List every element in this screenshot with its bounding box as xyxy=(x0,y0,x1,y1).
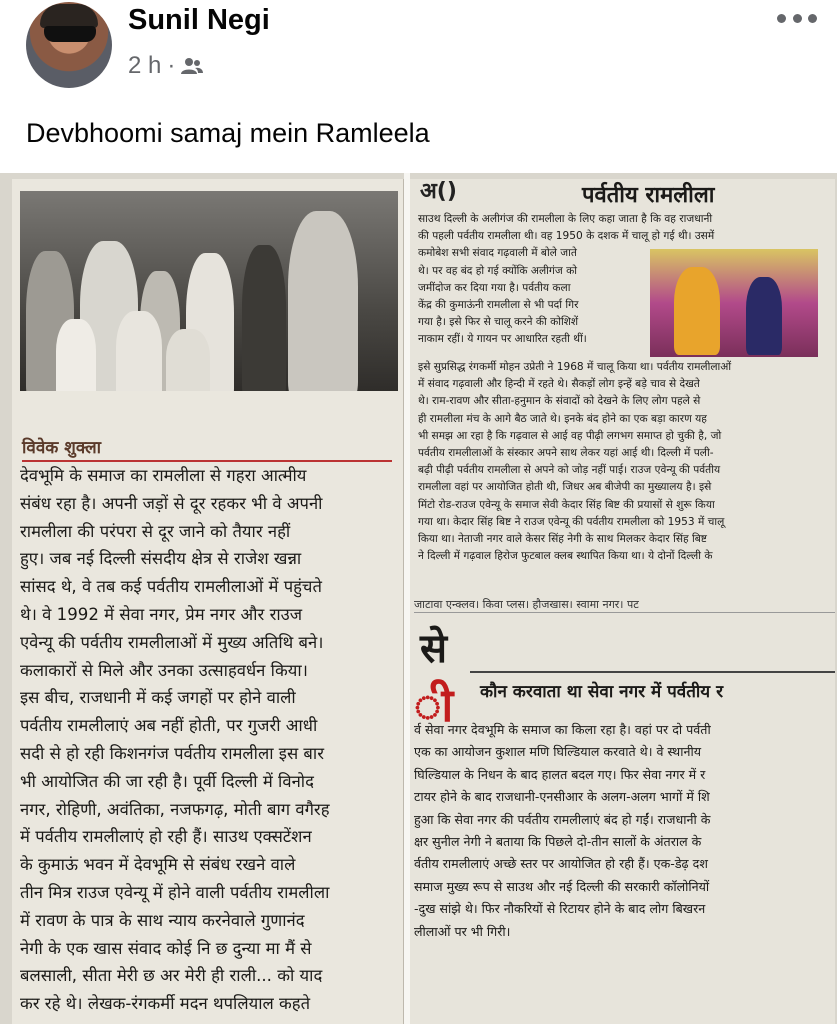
performer-figure xyxy=(746,277,782,355)
post-header xyxy=(0,0,837,100)
avatar[interactable] xyxy=(26,2,112,88)
section-title: पर्वतीय रामलीला xyxy=(582,183,715,208)
post-caption: Devbhoomi samaj mein Ramleela xyxy=(26,118,430,148)
avatar-hair xyxy=(40,4,98,28)
author-name[interactable]: Sunil Negi xyxy=(128,4,270,36)
headline-rule xyxy=(470,671,835,673)
clipping-right-column xyxy=(410,179,835,1024)
large-letter: से xyxy=(420,626,448,672)
sub-headline: कौन करवाता था सेवा नगर में पर्वतीय र xyxy=(480,682,724,702)
post-meta xyxy=(128,52,203,80)
stage-photo xyxy=(650,249,818,357)
locality-strip: जाटावा एन्क्लव। किवा प्लस। हौजखास। स्वामा नगर। पट xyxy=(414,597,835,613)
meta-dot: · xyxy=(167,52,176,79)
group-photo xyxy=(20,191,398,391)
performer-figure xyxy=(674,267,720,355)
header-fragment: अ() xyxy=(420,179,457,204)
post-time[interactable]: 2 h xyxy=(128,52,162,79)
article-body-right-middle: इसे सुप्रसिद्ध रंगकर्मी मोहन उप्रेती ने 1968 में चालू किया था। पर्वतीय रामलीलाओं में संवाद गढ़वाली और हिन्दी में रहते थे। सैकड़ों लोग इन्हें बड़े चाव से देखते थे। राम-रावण और सीता-हनुमान के संवादों को देखने के लिए लोग पहले से ही रामलीला मंच के आगे बैठ जाते थे। इनके बंद होने का एक बड़ा कारण यह भी समझ आ रहा है कि गढ़वाल से आई वह पीढ़ी लगभग समाप्त हो चुकी है, जो पर्वतीय रामलीलाओं के संस्कार अपने साथ लेकर यहां आई थी। दिल्ली में पली- बढ़ी पीढ़ी पर्वतीय रामलीला से अपने को जोड़ नहीं पाई। राउज एवेन्यू की पर्वतीय रामलीला वहां पर आयोजित होती थी, जिधर अब बीजेपी का मुख्यालय है। इसे मिंटो रोड-राउज एवेन्यू के समाज सेवी केदार सिंह बिष्ट की प्रयासों से शुरू किया गया था। केदार सिंह बिष्ट ने राउज एवेन्यू की पर्वतीय रामलीला को 1953 में चालू किया था। नेताजी नगर वाले केसर सिंह नेगी के साथ मिलकर केदार सिंह बिष्ट ने दिल्ली में गढ़वाल हिरोज फुटबाल क्लब स्थापित किया था। ये दोनों दिल्ली के xyxy=(418,361,732,563)
right-header xyxy=(410,179,835,207)
more-horizontal-icon[interactable] xyxy=(777,8,817,28)
large-red-letter: ी xyxy=(414,678,454,732)
article-byline: विवेक शुक्ला xyxy=(22,435,392,462)
article-body-right-top: साउथ दिल्ली के अलीगंज की रामलीला के लिए कहा जाता है कि वह राजधानी की पहली पर्वतीय रामलीला थी। वह 1950 के दशक में चालू हो गई थी। उसमें कमोबेश सभी संवाद गढ़वाली में बोले जाते थे। पर वह बंद हो गई क्योंकि अलीगंज को जमींदोज कर दिया गया है। पर्वतीय कला केंद्र की कुमाऊंनी रामलीला से भी पर्दा गिर गया है। इसे फिर से चालू करने की कोशिशें नाकाम रहीं। ये गायन पर आधारित रहती थीं। xyxy=(418,213,715,346)
friends-icon[interactable] xyxy=(181,57,203,75)
article-body-right-bottom: र्व सेवा नगर देवभूमि के समाज का किला रहा है। वहां पर दो पर्वती एक का आयोजन कुशाल मणि घिल्डियाल करवाते थे। वे स्थानीय घिल्डियाल के निधन के बाद हालत बदल गए। फिर सेवा नगर में र टायर होने के बाद राजधानी-एनसीआर के अलग-अलग भागों में शि हुआ कि सेवा नगर की पर्वतीय रामलीलाएं बंद हो गईं। राजधानी के क्षर सुनील नेगी ने बताया कि पिछले दो-तीन सालों के अंतराल के र्वतीय रामलीलाएं अच्छे स्तर पर आयोजित हो रही हैं। एक-डेढ़ दश समाज मुख्य रूप से साउथ और नई दिल्ली की सरकारी कॉलोनियों -दुख सांझे थे। फिर नौकरियों से रिटायर होने के बाद लोग बिखरन लीलाओं पर भी गिरी। xyxy=(414,722,711,939)
avatar-sunglasses xyxy=(44,26,96,42)
post-photo[interactable] xyxy=(0,173,837,1024)
clipping-left-column xyxy=(12,179,404,1024)
article-body-left: देवभूमि के समाज का रामलीला से गहरा आत्मीय संबंध रहा है। अपनी जड़ों से दूर रहकर भी वे अपनी रामलीला की परंपरा से दूर जाने को तैयार नहीं हुए। जब नई दिल्ली संसदीय क्षेत्र से राजेश खन्ना सांसद थे, वे तब कई पर्वतीय रामलीलाओं में पहुंचते थे। वे 1992 में सेवा नगर, प्रेम नगर और राउज एवेन्यू की पर्वतीय रामलीलाओं में मुख्य अतिथि बने। कलाकारों से मिले और उनका उत्साहवर्धन किया। इस बीच, राजधानी में कई जगहों पर होने वाली पर्वतीय रामलीलाएं अब नहीं होती, पर गुजरी आधी सदी से हो रही किशनगंज पर्वतीय रामलीला इस बार भी आयोजित की जा रही है। पूर्वी दिल्ली में विनोद नगर, रोहिणी, अवंतिका, नजफगढ़, मोती बाग वगैरह में पर्वतीय रामलीलाएं हो रही हैं। साउथ एक्सटेंशन के कुमाऊं भवन में देवभूमि से संबंध रखने वाले तीन मित्र राउज एवेन्यू में होने वाली पर्वतीय रामलीला में रावण के पात्र के साथ न्याय करनेवाले गुणानंद नेगी के एक खास संवाद कोई नि छ दुन्या मा मैं से बलसाली, सीता मेरी छ अर मेरी ही राली... को याद कर रहे थे। लेखक-रंगकर्मी मदन थपलियाल कहते xyxy=(20,466,330,1014)
